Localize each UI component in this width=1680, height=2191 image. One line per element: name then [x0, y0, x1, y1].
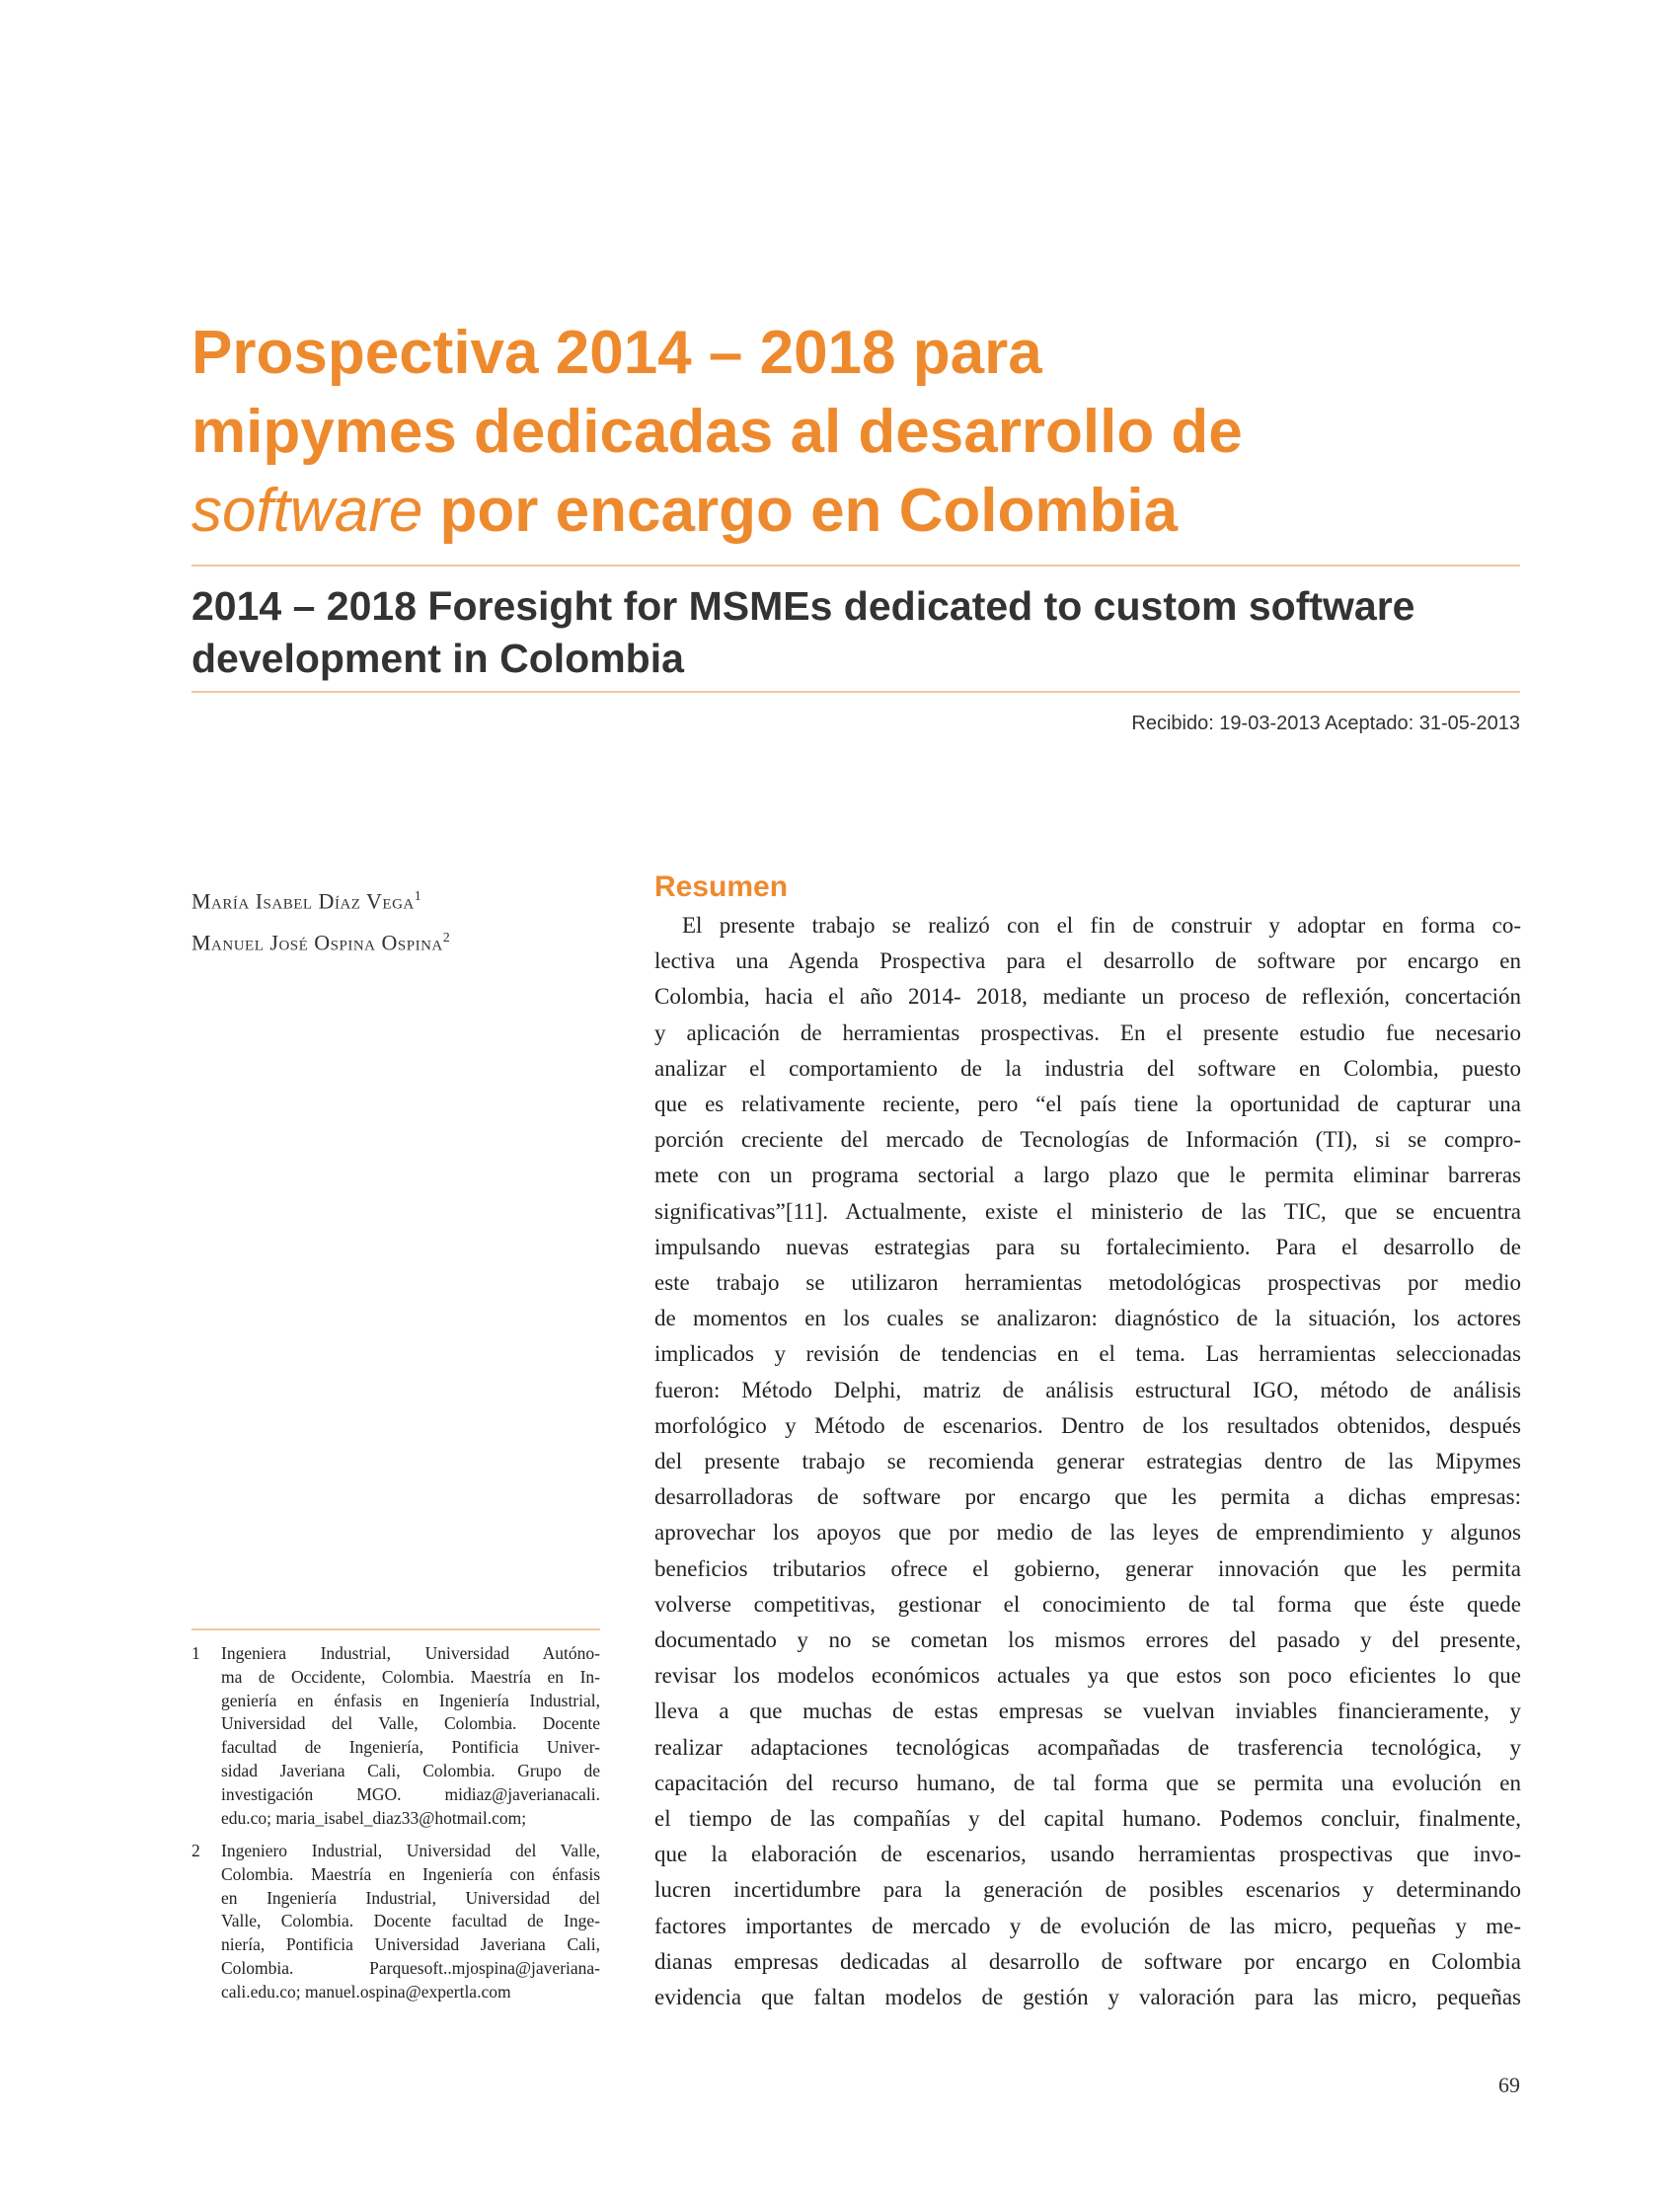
abstract-line: morfológico y Método de escenarios. Dentro de los resultados obtenidos, después	[654, 1412, 1521, 1438]
abstract-line: evidencia que faltan modelos de gestión y valoración para las micro, pequeñas	[654, 1985, 1521, 2010]
abstract-line: analizar el comportamiento de la industria del software en Colombia, puesto	[654, 1055, 1521, 1081]
abstract-line: el tiempo de las compañías y del capital humano. Podemos concluir, finalmente,	[654, 1806, 1521, 1832]
abstract-line: significativas”[11]. Actualmente, existe el ministerio de las TIC, que se encuentra	[654, 1198, 1521, 1224]
footnote-line: facultad de Ingeniería, Pontificia Univer-	[221, 1737, 600, 1758]
abstract-line: desarrolladoras de software por encargo que les permita a dichas empresas:	[654, 1484, 1521, 1510]
abstract-line: Colombia, hacia el año 2014- 2018, mediante un proceso de reflexión, concertación	[654, 984, 1521, 1010]
footnote-line: niería, Pontificia Universidad Javeriana Cali,	[221, 1934, 600, 1955]
footnote-line: ma de Occidente, Colombia. Maestría en In-	[221, 1666, 600, 1687]
subtitle-line-1: 2014 – 2018 Foresight for MSMEs dedicated to custom software	[191, 583, 1415, 629]
abstract-line: mete con un programa sectorial a largo plazo que le permita eliminar barreras	[654, 1163, 1521, 1188]
abstract-line: dianas empresas dedicadas al desarrollo de software por encargo en Colombia	[654, 1948, 1521, 1974]
subtitle-line-2: development in Colombia	[191, 636, 684, 681]
footnote-line: Colombia. Parquesoft..mjospina@javeriana-	[221, 1957, 600, 1978]
article-title	[191, 314, 1534, 551]
abstract-line: y aplicación de herramientas prospectivas. En el presente estudio fue necesario	[654, 1020, 1521, 1045]
author-list	[191, 878, 450, 962]
footnote-line: Ingeniera Industrial, Universidad Autóno-	[221, 1643, 600, 1663]
abstract-line: implicados y revisión de tendencias en el tema. Las herramientas seleccionadas	[654, 1341, 1521, 1367]
abstract-line: realizar adaptaciones tecnológicas acompañadas de trasferencia tecnológica, y	[654, 1734, 1521, 1760]
author-1	[191, 878, 450, 920]
abstract-line: revisar los modelos económicos actuales ya que estos son poco eficientes lo que	[654, 1663, 1521, 1689]
abstract-line: volverse competitivas, gestionar el conocimiento de tal forma que éste quede	[654, 1591, 1521, 1617]
footnote-line: en Ingeniería Industrial, Universidad del	[221, 1887, 600, 1908]
title-line-1: Prospectiva 2014 – 2018 para	[191, 319, 1042, 387]
footnote-1	[191, 1642, 600, 1830]
author-name: María Isabel Díaz Vega	[191, 888, 415, 914]
footnote-line: cali.edu.co; manuel.ospina@expertla.com	[221, 1981, 511, 2002]
abstract-line: beneficios tributarios ofrece el gobierno, generar innovación que les permita	[654, 1555, 1521, 1581]
title-line-3-rest: por encargo en Colombia	[422, 477, 1179, 545]
abstract-line: lectiva una Agenda Prospectiva para el desarrollo de software por encargo en	[654, 948, 1521, 974]
footnote-line: edu.co; maria_isabel_diaz33@hotmail.com;	[221, 1807, 527, 1828]
page-number: 69	[1498, 2073, 1520, 2097]
footnote-line: Colombia. Maestría en Ingeniería con énfasis	[221, 1863, 600, 1884]
title-italic-word: software	[191, 477, 423, 545]
abstract-line: que la elaboración de escenarios, usando herramientas prospectivas que invo-	[654, 1842, 1521, 1867]
author-footnote-ref: 1	[414, 889, 422, 904]
title-divider-bottom	[191, 691, 1520, 693]
footnote-line: Valle, Colombia. Docente facultad de Inge-	[221, 1911, 600, 1931]
footnote-divider	[191, 1628, 600, 1630]
author-name: Manuel José Ospina Ospina	[191, 930, 443, 955]
abstract-line: lleva a que muchas de estas empresas se vuelvan inviables financieramente, y	[654, 1699, 1521, 1724]
abstract-line: que es relativamente reciente, pero “el país tiene la oportunidad de capturar una	[654, 1092, 1521, 1117]
abstract-line: El presente trabajo se realizó con el fin de construir y adoptar en forma co-	[682, 913, 1521, 938]
footnote-line: investigación MGO. midiaz@javerianacali.	[221, 1783, 600, 1804]
footnote-line: Universidad del Valle, Colombia. Docente	[221, 1713, 600, 1734]
abstract-line: impulsando nuevas estrategias para su fortalecimiento. Para el desarrollo de	[654, 1234, 1521, 1259]
footnote-text	[221, 1840, 600, 2004]
abstract-line: del presente trabajo se recomienda generar estrategias dentro de las Mipymes	[654, 1449, 1521, 1474]
author-footnote-ref: 2	[442, 931, 451, 946]
footnote-line: sidad Javeriana Cali, Colombia. Grupo de	[221, 1760, 600, 1780]
title-divider-top	[191, 565, 1520, 567]
footnote-number: 1	[191, 1643, 200, 1663]
title-line-3	[191, 472, 1534, 551]
received-accepted-dates: Recibido: 19-03-2013 Aceptado: 31-05-2013	[1131, 713, 1520, 734]
title-line-2: mipymes dedicadas al desarrollo de	[191, 398, 1243, 466]
abstract-line: capacitación del recurso humano, de tal forma que se permita una evolución en	[654, 1770, 1521, 1795]
abstract-line: aprovechar los apoyos que por medio de las leyes de emprendimiento y algunos	[654, 1520, 1521, 1546]
abstract-line: este trabajo se utilizaron herramientas metodológicas prospectivas por medio	[654, 1270, 1521, 1296]
abstract-line: porción creciente del mercado de Tecnologías de Información (TI), si se compro-	[654, 1127, 1521, 1153]
abstract-heading: Resumen	[654, 870, 789, 903]
abstract-line: factores importantes de mercado y de evolución de las micro, pequeñas y me-	[654, 1913, 1521, 1938]
author-2	[191, 920, 450, 961]
abstract-line: de momentos en los cuales se analizaron: diagnóstico de la situación, los actores	[654, 1306, 1521, 1331]
abstract-line: fueron: Método Delphi, matriz de análisis estructural IGO, método de análisis	[654, 1377, 1521, 1402]
abstract-body	[654, 908, 1521, 2015]
footnote-2	[191, 1840, 600, 2004]
footnote-line: geniería en énfasis en Ingeniería Industrial,	[221, 1690, 600, 1710]
footnote-text	[221, 1642, 600, 1830]
abstract-line: documentado y no se cometan los mismos errores del pasado y del presente,	[654, 1627, 1521, 1653]
footnote-line: Ingeniero Industrial, Universidad del Valle,	[221, 1841, 600, 1860]
footnote-number: 2	[191, 1841, 200, 1860]
abstract-line: lucren incertidumbre para la generación de posibles escenarios y determinando	[654, 1877, 1521, 1903]
english-subtitle	[191, 580, 1534, 685]
